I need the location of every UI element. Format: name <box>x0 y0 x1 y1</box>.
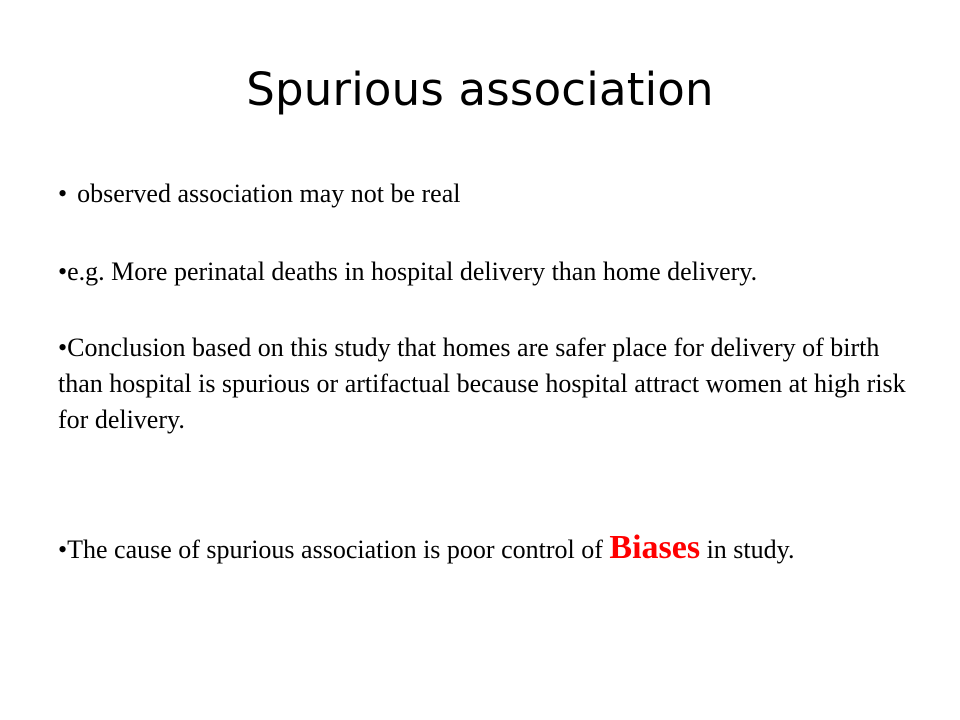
bullet-marker: • <box>58 535 68 564</box>
bullet-marker: • <box>58 179 68 208</box>
bullet-text: observed association may not be real <box>77 179 461 208</box>
slide-title: Spurious association <box>246 63 714 116</box>
bullet-example <box>58 254 918 290</box>
bullet-conclusion <box>58 330 918 438</box>
bullet-text: e.g. More perinatal deaths in hospital delivery than home delivery. <box>67 257 758 286</box>
bullet-marker: • <box>58 333 68 362</box>
bullet-text-before: The cause of spurious association is poor control of <box>67 535 610 564</box>
biases-emphasis: Biases <box>609 529 701 566</box>
bullet-text-after: in study. <box>700 535 795 564</box>
bullet-cause <box>58 526 918 572</box>
bullet-marker: • <box>58 257 68 286</box>
bullet-text: Conclusion based on this study that homes are safer place for delivery of birth than hospital is spurious or artifactual because hospital attract women at high risk for delivery. <box>58 333 906 434</box>
bullet-observed-association <box>58 176 918 212</box>
